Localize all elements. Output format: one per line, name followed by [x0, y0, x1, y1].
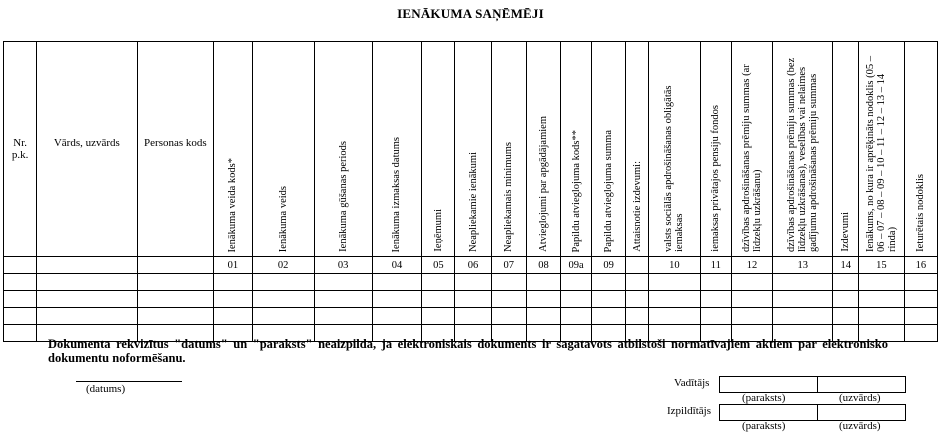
document-title: IENĀKUMA SAŅĒMĒJI: [397, 6, 544, 21]
column-header: [700, 42, 731, 257]
manager-surname-caption: (uzvārds): [839, 392, 881, 404]
column-header-label: Izdevumi: [840, 212, 852, 252]
column-header-label: Ieturētais nodoklis: [915, 174, 927, 252]
column-number: 10: [649, 257, 701, 274]
column-number: 12: [731, 257, 772, 274]
table-cell[interactable]: [592, 274, 626, 291]
table-cell[interactable]: [526, 308, 560, 325]
table-cell[interactable]: [626, 308, 649, 325]
column-number: 05: [422, 257, 455, 274]
table-cell[interactable]: [700, 291, 731, 308]
table-cell[interactable]: [859, 274, 905, 291]
table-cell[interactable]: [626, 274, 649, 291]
column-header-label: Papildu atvieglojuma summa: [603, 129, 615, 252]
table-cell[interactable]: [561, 308, 592, 325]
requisites-note: Dokumenta rekvizītus "datums" un "paraksts" neaizpilda, ja elektroniskais dokuments ir sagatavots atbilstoši normatīvajiem aktiem par elektronisko dokumentu noformēšanu.: [48, 337, 888, 365]
column-number: 14: [833, 257, 859, 274]
column-number: [37, 257, 137, 274]
column-header-label: Ieņēmumi: [432, 209, 444, 252]
column-number: 09a: [561, 257, 592, 274]
column-number: 04: [372, 257, 422, 274]
column-number: 03: [314, 257, 372, 274]
column-header-label: Ienākuma veids: [277, 185, 289, 252]
table-cell[interactable]: [833, 291, 859, 308]
date-label: (datums): [86, 383, 126, 395]
table-cell[interactable]: [649, 291, 701, 308]
column-header: [859, 42, 905, 257]
column-header-label: Ienākuma veida kods*: [227, 157, 239, 252]
table-row: [4, 308, 938, 325]
column-header-label: Ienākuma gūšanas periods: [337, 141, 349, 252]
column-header-label: valsts sociālās apdrošināšanas obligātās iemaksas: [663, 85, 686, 252]
manager-label: Vadītājs: [674, 377, 710, 389]
table-cell[interactable]: [904, 325, 937, 342]
column-header-label: Atvieglojumi par apgādājamiem: [537, 116, 549, 252]
table-cell[interactable]: [649, 274, 701, 291]
column-number: 06: [455, 257, 491, 274]
manager-signature-field[interactable]: [719, 376, 818, 393]
column-header: [491, 42, 526, 257]
table-cell[interactable]: [526, 274, 560, 291]
table-cell[interactable]: [833, 308, 859, 325]
table-cell[interactable]: [561, 274, 592, 291]
table-cell[interactable]: [137, 308, 214, 325]
table-cell[interactable]: [773, 274, 833, 291]
table-cell[interactable]: [700, 308, 731, 325]
table-cell[interactable]: [592, 291, 626, 308]
column-header: [773, 42, 833, 257]
column-header-label: Vārds, uzvārds: [53, 137, 120, 149]
table-cell[interactable]: [372, 308, 422, 325]
column-header: [214, 42, 252, 257]
column-header-label: dzīvības apdrošināšanas prēmiju summas (bez līdzekļu uzkrāšanas), veselības vai nelaimes gadījumu apdrošināšanas prēmiju summas: [786, 57, 820, 252]
table-cell[interactable]: [859, 291, 905, 308]
table-row: [4, 274, 938, 291]
table-cell[interactable]: [4, 325, 37, 342]
table-cell[interactable]: [491, 274, 526, 291]
column-number: 02: [252, 257, 314, 274]
column-number: 15: [859, 257, 905, 274]
column-header-label: Ienākums, no kura ir aprēķināts nodoklis (05 – 06 – 07 – 08 – 09 – 10 – 11 – 12 – 13 – 14 rinda): [864, 56, 898, 252]
column-header: [422, 42, 455, 257]
table-cell[interactable]: [252, 291, 314, 308]
column-header-label: dzīvības apdrošināšanas prēmiju summas (ar līdzekļu uzkrāšanu): [741, 64, 764, 252]
column-header-label: Papildu atvieglojuma kods**: [570, 129, 582, 252]
column-number: [137, 257, 214, 274]
column-number: 16: [904, 257, 937, 274]
column-number: 09: [592, 257, 626, 274]
table-cell[interactable]: [904, 308, 937, 325]
table-cell[interactable]: [491, 308, 526, 325]
executor-surname-field[interactable]: [817, 404, 906, 421]
table-cell[interactable]: [773, 291, 833, 308]
column-header: [526, 42, 560, 257]
table-cell[interactable]: [137, 291, 214, 308]
table-cell[interactable]: [214, 291, 252, 308]
table-cell[interactable]: [592, 308, 626, 325]
table-cell[interactable]: [526, 291, 560, 308]
column-number: 08: [526, 257, 560, 274]
header-row: [4, 42, 938, 257]
table-cell[interactable]: [455, 308, 491, 325]
column-header: [372, 42, 422, 257]
table-cell[interactable]: [422, 308, 455, 325]
table-cell[interactable]: [422, 291, 455, 308]
income-recipients-table: [3, 41, 938, 342]
table-cell[interactable]: [137, 274, 214, 291]
manager-surname-field[interactable]: [817, 376, 906, 393]
column-header: [904, 42, 937, 257]
column-header: [561, 42, 592, 257]
column-header: [252, 42, 314, 257]
column-header-label: iemaksas privātajos pensiju fondos: [710, 105, 722, 252]
column-header: [137, 42, 214, 257]
column-header: [314, 42, 372, 257]
table-cell[interactable]: [731, 308, 772, 325]
column-header: [731, 42, 772, 257]
table-cell[interactable]: [731, 291, 772, 308]
table-cell[interactable]: [4, 274, 37, 291]
table-cell[interactable]: [773, 308, 833, 325]
executor-signature-caption: (paraksts): [742, 420, 786, 432]
table-cell[interactable]: [252, 308, 314, 325]
table-cell[interactable]: [491, 291, 526, 308]
table-cell[interactable]: [314, 274, 372, 291]
table-cell[interactable]: [455, 274, 491, 291]
executor-surname-caption: (uzvārds): [839, 420, 881, 432]
table-cell[interactable]: [904, 291, 937, 308]
table-cell[interactable]: [314, 308, 372, 325]
table-row: [4, 291, 938, 308]
table-cell[interactable]: [4, 291, 37, 308]
column-number: 01: [214, 257, 252, 274]
executor-signature-field[interactable]: [719, 404, 818, 421]
column-number-row: [4, 257, 938, 274]
table-cell[interactable]: [626, 291, 649, 308]
table-cell[interactable]: [372, 274, 422, 291]
table-cell[interactable]: [314, 291, 372, 308]
table-cell[interactable]: [37, 291, 137, 308]
table-cell[interactable]: [455, 291, 491, 308]
table-cell[interactable]: [37, 274, 137, 291]
table-cell[interactable]: [859, 308, 905, 325]
column-header: [649, 42, 701, 257]
table-cell[interactable]: [4, 308, 37, 325]
date-line[interactable]: [76, 381, 182, 382]
table-cell[interactable]: [252, 274, 314, 291]
column-header: [833, 42, 859, 257]
table-cell[interactable]: [561, 291, 592, 308]
column-header: [592, 42, 626, 257]
column-header-label: Ienākuma izmaksas datums: [391, 136, 403, 252]
column-header-label: Neapliekamie ienākumi: [467, 151, 479, 252]
column-number: 13: [773, 257, 833, 274]
column-number: 07: [491, 257, 526, 274]
column-header: [37, 42, 137, 257]
column-header-label: Personas kods: [144, 137, 207, 149]
manager-signature-caption: (paraksts): [742, 392, 786, 404]
column-number: 11: [700, 257, 731, 274]
column-header-label: Nr. p.k.: [11, 137, 29, 161]
column-number: [626, 257, 649, 274]
table-cell[interactable]: [422, 274, 455, 291]
column-header-label: Attaisnotie izdevumi:: [631, 161, 643, 252]
executor-label: Izpildītājs: [667, 405, 711, 417]
table-cell[interactable]: [214, 308, 252, 325]
column-header: [626, 42, 649, 257]
column-header: [455, 42, 491, 257]
column-header: [4, 42, 37, 257]
table-cell[interactable]: [649, 308, 701, 325]
table-cell[interactable]: [372, 291, 422, 308]
table-cell[interactable]: [700, 274, 731, 291]
table-cell[interactable]: [904, 274, 937, 291]
column-number: [4, 257, 37, 274]
column-header-label: Neapliekamais minimums: [503, 142, 515, 252]
table-cell[interactable]: [731, 274, 772, 291]
table-cell[interactable]: [37, 308, 137, 325]
table-cell[interactable]: [833, 274, 859, 291]
table-cell[interactable]: [214, 274, 252, 291]
